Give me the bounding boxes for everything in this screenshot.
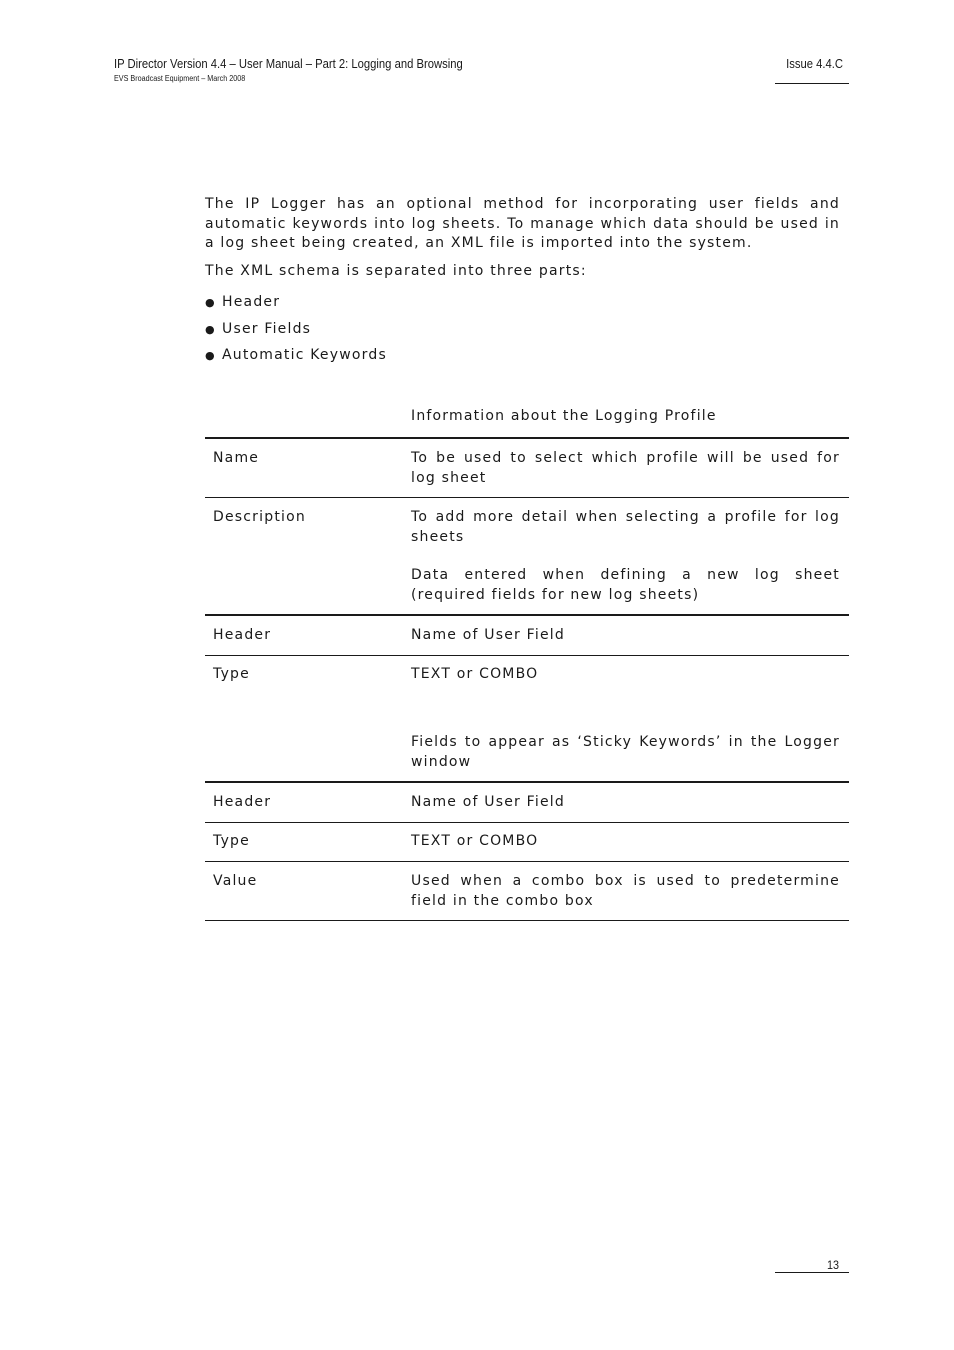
- table-rule: [205, 614, 849, 616]
- bullet-icon: ●: [205, 296, 215, 309]
- bullet-icon: ●: [205, 349, 215, 362]
- table-row-divider: [205, 822, 849, 823]
- table-field-name: Type: [213, 833, 250, 849]
- table-field-description: Used when a combo box is used to predetermine field in the combo box: [411, 873, 840, 909]
- table-field-name: Description: [213, 509, 306, 525]
- table-rule: [205, 437, 849, 439]
- table-field-name: Type: [213, 666, 250, 682]
- table-field-name: Value: [213, 873, 258, 889]
- table-row-divider: [205, 497, 849, 498]
- list-item-label: User Fields: [222, 320, 312, 337]
- list-item: [205, 346, 387, 373]
- list-item-label: Header: [222, 294, 281, 310]
- table-field-description: TEXT or COMBO: [411, 666, 539, 682]
- table-rule: [205, 781, 849, 783]
- document-title: IP Director Version 4.4 – User Manual – Part 2: Logging and Browsing: [114, 57, 463, 71]
- table-field-description: To be used to select which profile will be used for log sheet: [411, 450, 840, 486]
- header-section-caption: Information about the Logging Profile: [411, 408, 717, 424]
- document-subtitle: EVS Broadcast Equipment – March 2008: [114, 74, 246, 83]
- keywords-section-caption: Fields to appear as ‘Sticky Keywords’ in the Logger window: [411, 734, 840, 770]
- table-bottom-rule: [205, 920, 849, 921]
- list-item: [205, 320, 387, 347]
- table-field-description: To add more detail when selecting a profile for log sheets: [411, 509, 840, 545]
- table-field-name: Header: [213, 627, 272, 643]
- table-field-description: TEXT or COMBO: [411, 833, 539, 849]
- intro-paragraph: The IP Logger has an optional method for incorporating user fields and automatic keywords into log sheets. To manage which data should be used in a log sheet being created, an XML file is imported into the system.: [205, 196, 840, 251]
- user-fields-section-caption: Data entered when defining a new log sheet (required fields for new log sheets): [411, 567, 840, 603]
- schema-intro-paragraph: The XML schema is separated into three parts:: [205, 263, 587, 279]
- table-field-name: Name: [213, 450, 260, 466]
- table-field-name: Header: [213, 794, 272, 810]
- issue-label: Issue 4.4.C: [786, 57, 843, 71]
- bullet-icon: ●: [205, 322, 215, 336]
- header-rule: [775, 83, 849, 84]
- table-row-divider: [205, 861, 849, 862]
- table-row-divider: [205, 655, 849, 656]
- list-item: [205, 293, 387, 320]
- table-field-description: Name of User Field: [411, 627, 565, 643]
- footer-rule: [775, 1272, 849, 1273]
- schema-parts-list: [205, 293, 387, 373]
- table-field-description: Name of User Field: [411, 794, 565, 810]
- list-item-label: Automatic Keywords: [222, 347, 387, 363]
- page-number: 13: [826, 1258, 839, 1272]
